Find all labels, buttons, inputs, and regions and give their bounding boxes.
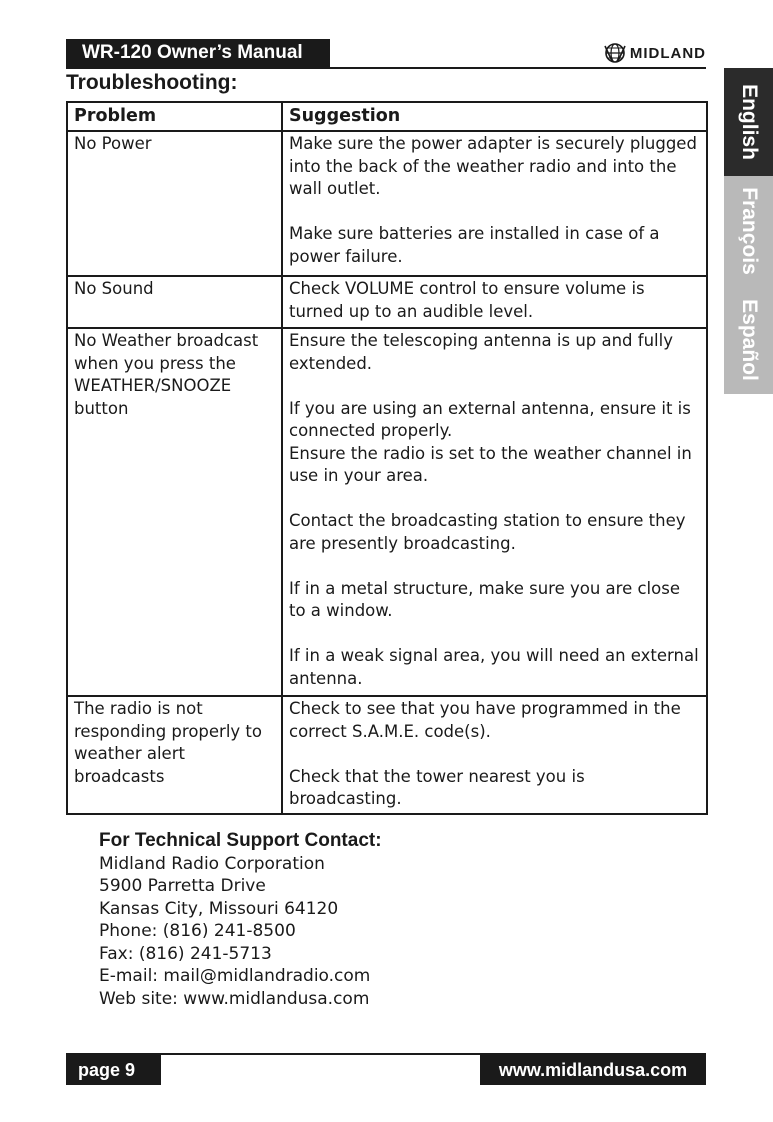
suggestion-text: Make sure the power adapter is securely plugged into the back of the weather radio and into the wall outlet. [289, 134, 697, 198]
brand-name: MIDLAND [629, 44, 706, 62]
suggestion-text: Make sure batteries are installed in case of a power failure. [289, 224, 660, 266]
suggestion-text: Ensure the radio is set to the weather channel in use in your area. [289, 443, 692, 485]
problem-cell: No Weather broadcast when you press the WEATHER/SNOOZE button [67, 328, 282, 696]
suggestion-cell [282, 696, 707, 814]
support-company: Midland Radio Corporation [99, 853, 325, 874]
troubleshooting-table [66, 101, 708, 815]
support-web: Web site: www.midlandusa.com [99, 988, 370, 1009]
column-header-suggestion: Suggestion [282, 102, 707, 131]
table-header-row [67, 102, 707, 131]
brand-logo [603, 41, 706, 65]
section-title: Troubleshooting: [66, 71, 238, 94]
support-fax: Fax: (816) 241-5713 [99, 943, 272, 964]
support-contact [99, 830, 382, 1010]
support-title: For Technical Support Contact: [99, 830, 382, 851]
suggestion-text: If in a weak signal area, you will need an external antenna. [289, 646, 699, 688]
problem-cell: No Power [67, 131, 282, 276]
page-header [66, 39, 706, 69]
language-tabs [724, 68, 773, 394]
suggestion-text: Check to see that you have programmed in the correct S.A.M.E. code(s). [289, 699, 681, 741]
suggestion-cell [282, 328, 707, 696]
tab-english[interactable] [724, 68, 773, 176]
problem-cell: No Sound [67, 276, 282, 328]
support-city: Kansas City, Missouri 64120 [99, 898, 339, 919]
support-phone: Phone: (816) 241-8500 [99, 921, 296, 941]
suggestion-text: Ensure the telescoping antenna is up and fully extended. [289, 331, 673, 373]
page-number: page 9 [66, 1055, 161, 1085]
page-footer [66, 1053, 706, 1085]
support-street: 5900 Parretta Drive [99, 876, 266, 896]
suggestion-text: If in a metal structure, make sure you are close to a window. [289, 578, 680, 620]
suggestion-text: If you are using an external antenna, ensure it is connected properly. [289, 398, 691, 440]
tab-label: François [737, 187, 761, 275]
manual-title: WR-120 Owner’s Manual [66, 39, 330, 67]
table-row [67, 328, 707, 696]
tab-espanol[interactable] [724, 286, 773, 394]
suggestion-cell [282, 276, 707, 328]
support-email: E-mail: mail@midlandradio.com [99, 966, 371, 986]
suggestion-text: Contact the broadcasting station to ensure they are presently broadcasting. [289, 511, 686, 553]
table-row [67, 131, 707, 276]
footer-url: www.midlandusa.com [480, 1055, 706, 1085]
suggestion-text: Check that the tower nearest you is broadcasting. [289, 766, 585, 808]
column-header-problem: Problem [67, 102, 282, 131]
table-row [67, 696, 707, 814]
globe-logo-icon [603, 41, 627, 65]
problem-cell: The radio is not responding properly to weather alert broadcasts [67, 696, 282, 814]
suggestion-cell [282, 131, 707, 276]
tab-label: Español [737, 299, 761, 381]
table-row [67, 276, 707, 328]
tab-francois[interactable] [724, 176, 773, 286]
suggestion-text: Check VOLUME control to ensure volume is turned up to an audible level. [289, 279, 645, 321]
tab-label: English [737, 84, 761, 160]
